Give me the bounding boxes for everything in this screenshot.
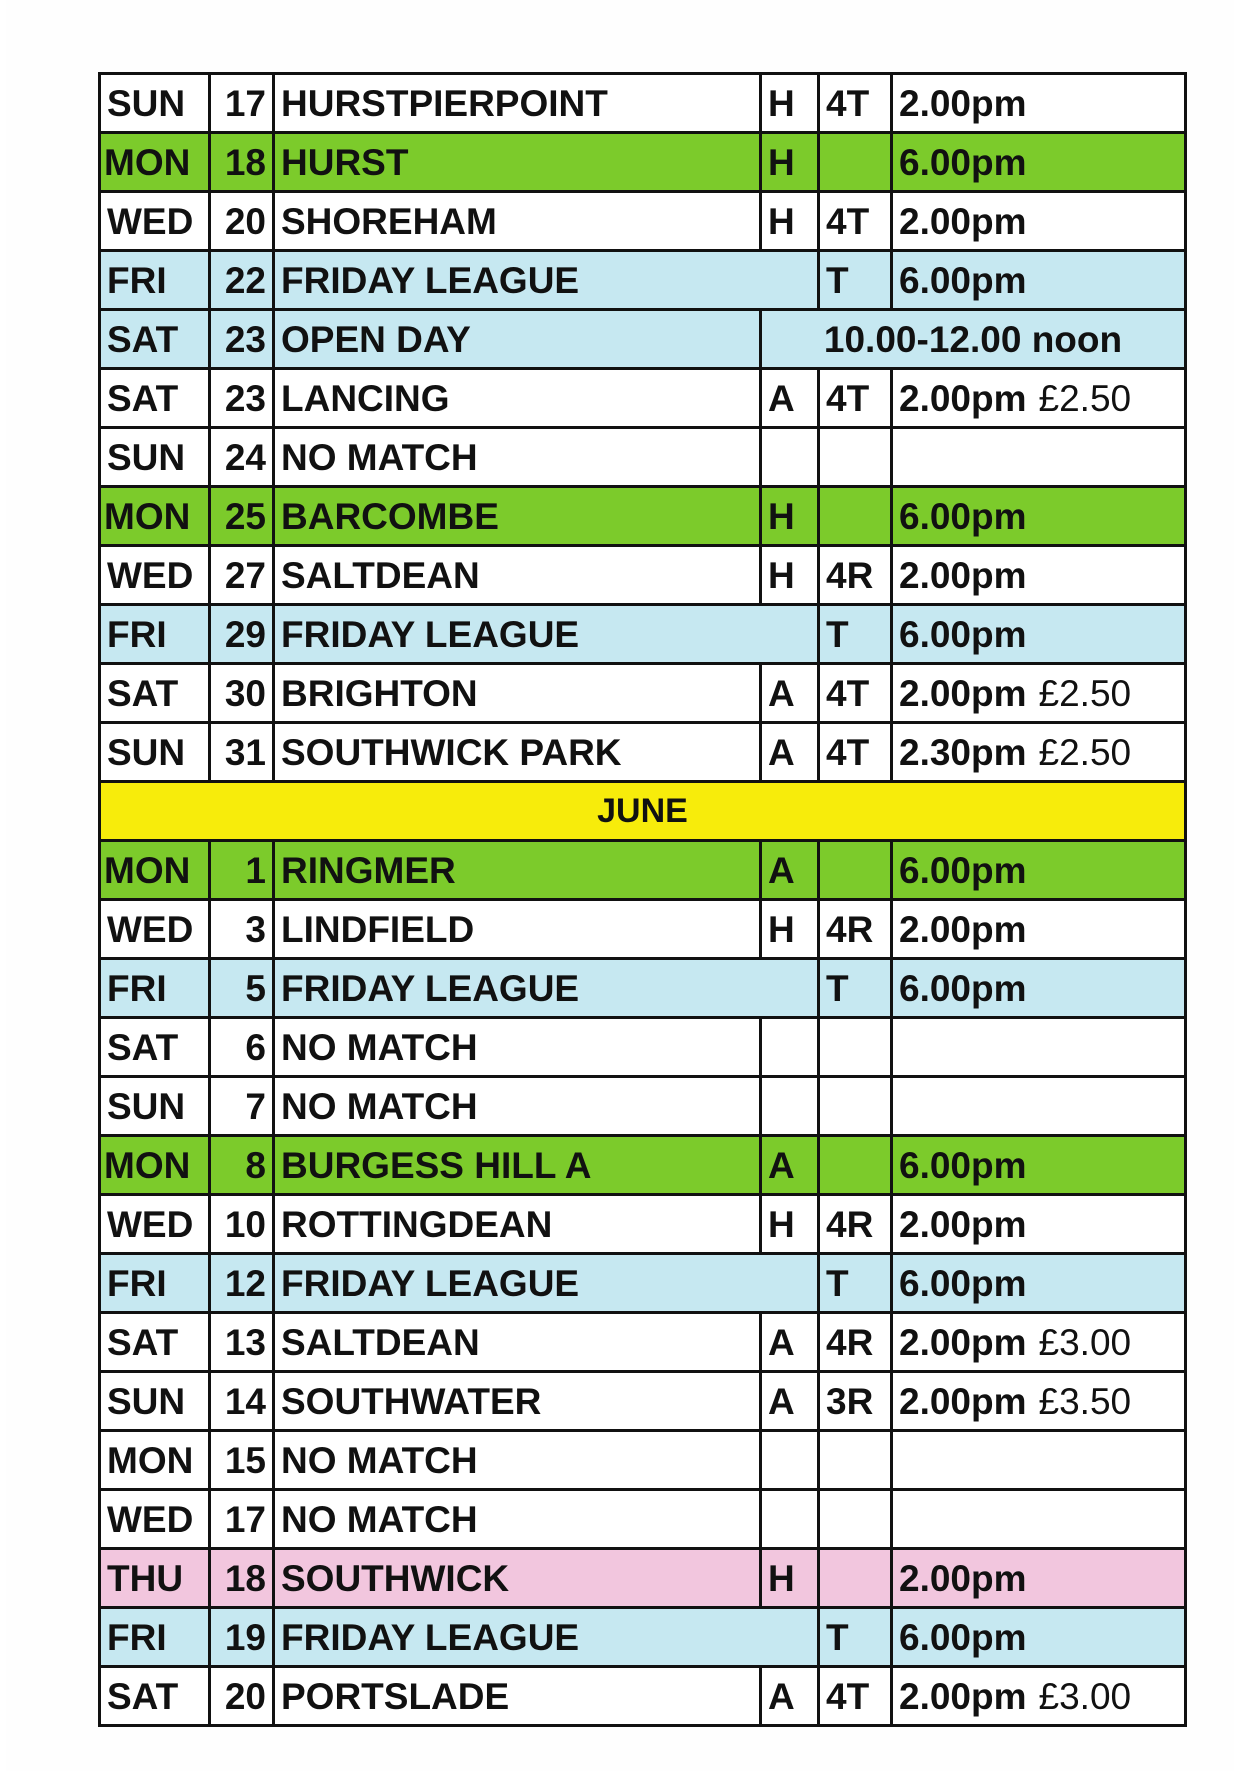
fixture-row <box>100 74 1186 133</box>
match-fee: £3.50 <box>1038 1380 1132 1422</box>
cell-opponent: SALTDEAN <box>274 1313 761 1372</box>
fixture-sheet <box>6 0 1234 1771</box>
cell-time <box>892 723 1186 782</box>
cell-date: 17 <box>210 74 274 133</box>
cell-time: 6.00pm <box>892 251 1186 310</box>
fixture-row <box>100 900 1186 959</box>
cell-time: 6.00pm <box>892 1254 1186 1313</box>
fixture-row <box>100 251 1186 310</box>
cell-date: 18 <box>210 1549 274 1608</box>
fixture-row <box>100 1077 1186 1136</box>
kickoff-time: 6.00pm <box>899 849 1027 891</box>
cell-venue: A <box>761 723 819 782</box>
cell-opponent: NO MATCH <box>274 428 761 487</box>
cell-time: 6.00pm <box>892 959 1186 1018</box>
cell-day: MON <box>100 133 210 192</box>
cell-team <box>819 841 892 900</box>
cell-day: SUN <box>100 1372 210 1431</box>
cell-day: FRI <box>100 251 210 310</box>
kickoff-time: 2.00pm <box>899 1675 1027 1717</box>
cell-day: SAT <box>100 310 210 369</box>
fixture-row <box>100 133 1186 192</box>
fixture-row <box>100 1313 1186 1372</box>
cell-day: MON <box>100 1431 210 1490</box>
cell-day: SUN <box>100 1077 210 1136</box>
fixture-row <box>100 1431 1186 1490</box>
cell-opponent: FRIDAY LEAGUE <box>274 1254 819 1313</box>
cell-date: 31 <box>210 723 274 782</box>
cell-day: FRI <box>100 1254 210 1313</box>
cell-opponent: HURSTPIERPOINT <box>274 74 761 133</box>
cell-day: MON <box>100 487 210 546</box>
cell-date: 20 <box>210 1667 274 1726</box>
fixture-row <box>100 841 1186 900</box>
cell-venue: A <box>761 369 819 428</box>
match-fee: £2.50 <box>1038 377 1132 419</box>
cell-date: 14 <box>210 1372 274 1431</box>
cell-time <box>892 1077 1186 1136</box>
cell-opponent: FRIDAY LEAGUE <box>274 251 819 310</box>
cell-date: 13 <box>210 1313 274 1372</box>
cell-day: THU <box>100 1549 210 1608</box>
cell-team <box>819 1431 892 1490</box>
cell-time <box>892 1431 1186 1490</box>
cell-day: FRI <box>100 1608 210 1667</box>
cell-opponent: RINGMER <box>274 841 761 900</box>
cell-day: SAT <box>100 369 210 428</box>
cell-team: 4T <box>819 723 892 782</box>
fixture-row <box>100 664 1186 723</box>
cell-time <box>892 428 1186 487</box>
cell-team <box>819 428 892 487</box>
cell-date: 7 <box>210 1077 274 1136</box>
cell-day: WED <box>100 900 210 959</box>
cell-venue <box>761 1490 819 1549</box>
cell-team: 4T <box>819 74 892 133</box>
fixture-row <box>100 546 1186 605</box>
cell-time <box>892 1018 1186 1077</box>
cell-date: 25 <box>210 487 274 546</box>
cell-venue <box>761 1431 819 1490</box>
cell-opponent: HURST <box>274 133 761 192</box>
fixture-row <box>100 310 1186 369</box>
cell-time <box>892 487 1186 546</box>
cell-date: 3 <box>210 900 274 959</box>
cell-venue <box>761 1018 819 1077</box>
cell-date: 27 <box>210 546 274 605</box>
cell-day: FRI <box>100 605 210 664</box>
cell-day: SUN <box>100 74 210 133</box>
cell-venue: H <box>761 1195 819 1254</box>
fixture-row <box>100 192 1186 251</box>
cell-venue <box>761 1077 819 1136</box>
cell-team: T <box>819 605 892 664</box>
fixture-row <box>100 1018 1186 1077</box>
cell-opponent: FRIDAY LEAGUE <box>274 605 819 664</box>
kickoff-time: 2.00pm <box>899 672 1027 714</box>
cell-date: 19 <box>210 1608 274 1667</box>
cell-date: 20 <box>210 192 274 251</box>
cell-venue: H <box>761 133 819 192</box>
cell-day: SUN <box>100 723 210 782</box>
cell-time <box>892 546 1186 605</box>
cell-team <box>819 1490 892 1549</box>
cell-date: 29 <box>210 605 274 664</box>
cell-team <box>819 1549 892 1608</box>
cell-venue: H <box>761 900 819 959</box>
cell-venue: A <box>761 1136 819 1195</box>
cell-team: T <box>819 1254 892 1313</box>
fixture-row <box>100 1549 1186 1608</box>
kickoff-time: 2.00pm <box>899 554 1027 596</box>
cell-opponent: LANCING <box>274 369 761 428</box>
cell-day: FRI <box>100 959 210 1018</box>
cell-date: 24 <box>210 428 274 487</box>
cell-time <box>892 133 1186 192</box>
cell-opponent: SOUTHWATER <box>274 1372 761 1431</box>
cell-team: 4R <box>819 1195 892 1254</box>
cell-opponent: ROTTINGDEAN <box>274 1195 761 1254</box>
cell-team <box>819 1136 892 1195</box>
kickoff-time: 2.00pm <box>899 908 1027 950</box>
fixture-row <box>100 1136 1186 1195</box>
cell-time <box>892 1136 1186 1195</box>
cell-time <box>892 1313 1186 1372</box>
kickoff-time: 2.00pm <box>899 377 1027 419</box>
cell-team <box>819 133 892 192</box>
cell-time: 6.00pm <box>892 1608 1186 1667</box>
kickoff-time: 2.00pm <box>899 200 1027 242</box>
cell-opponent: BRIGHTON <box>274 664 761 723</box>
cell-team: 4T <box>819 1667 892 1726</box>
cell-team: 4T <box>819 192 892 251</box>
fixture-row <box>100 487 1186 546</box>
match-fee: £3.00 <box>1038 1321 1132 1363</box>
cell-team <box>819 1018 892 1077</box>
cell-month: JUNE <box>100 782 1186 841</box>
cell-team <box>819 1077 892 1136</box>
fixture-row <box>100 428 1186 487</box>
cell-opponent: LINDFIELD <box>274 900 761 959</box>
cell-time <box>892 1372 1186 1431</box>
cell-venue <box>761 428 819 487</box>
cell-date: 23 <box>210 310 274 369</box>
cell-team: 4T <box>819 369 892 428</box>
fixture-table <box>98 72 1187 1727</box>
kickoff-time: 2.00pm <box>899 82 1027 124</box>
cell-opponent: SALTDEAN <box>274 546 761 605</box>
cell-venue: A <box>761 1667 819 1726</box>
cell-team: 4R <box>819 900 892 959</box>
cell-venue: A <box>761 1313 819 1372</box>
fixture-row <box>100 1254 1186 1313</box>
cell-opponent: SOUTHWICK PARK <box>274 723 761 782</box>
kickoff-time: 2.00pm <box>899 1380 1027 1422</box>
cell-opponent: NO MATCH <box>274 1490 761 1549</box>
fixture-row <box>100 1195 1186 1254</box>
cell-day: SAT <box>100 1018 210 1077</box>
fixture-row <box>100 605 1186 664</box>
cell-team: 4T <box>819 664 892 723</box>
kickoff-time: 2.00pm <box>899 1557 1027 1599</box>
kickoff-time: 2.30pm <box>899 731 1027 773</box>
cell-opponent: NO MATCH <box>274 1077 761 1136</box>
cell-day: SAT <box>100 1667 210 1726</box>
cell-time <box>892 1549 1186 1608</box>
cell-day: MON <box>100 1136 210 1195</box>
cell-date: 23 <box>210 369 274 428</box>
cell-day: MON <box>100 841 210 900</box>
cell-venue: H <box>761 74 819 133</box>
cell-venue: H <box>761 487 819 546</box>
cell-time: 6.00pm <box>892 605 1186 664</box>
fixture-row <box>100 1372 1186 1431</box>
cell-day: WED <box>100 1195 210 1254</box>
cell-venue: A <box>761 1372 819 1431</box>
cell-day: SAT <box>100 1313 210 1372</box>
cell-team: T <box>819 959 892 1018</box>
cell-opponent: PORTSLADE <box>274 1667 761 1726</box>
fixture-table-body <box>100 74 1186 1726</box>
kickoff-time: 2.00pm <box>899 1321 1027 1363</box>
cell-opponent: FRIDAY LEAGUE <box>274 1608 819 1667</box>
month-banner <box>100 782 1186 841</box>
match-fee: £2.50 <box>1038 672 1132 714</box>
cell-team <box>819 487 892 546</box>
fixture-row <box>100 369 1186 428</box>
cell-team: 3R <box>819 1372 892 1431</box>
cell-day: SAT <box>100 664 210 723</box>
cell-opponent: SOUTHWICK <box>274 1549 761 1608</box>
cell-date: 6 <box>210 1018 274 1077</box>
cell-time <box>892 841 1186 900</box>
fixture-row <box>100 723 1186 782</box>
cell-day: WED <box>100 546 210 605</box>
cell-venue: A <box>761 841 819 900</box>
cell-date: 22 <box>210 251 274 310</box>
cell-date: 17 <box>210 1490 274 1549</box>
match-fee: £2.50 <box>1038 731 1132 773</box>
cell-time <box>892 74 1186 133</box>
cell-time <box>892 192 1186 251</box>
fixture-row <box>100 1608 1186 1667</box>
kickoff-time: 6.00pm <box>899 495 1027 537</box>
cell-team: T <box>819 251 892 310</box>
cell-date: 10 <box>210 1195 274 1254</box>
cell-opponent: FRIDAY LEAGUE <box>274 959 819 1018</box>
cell-venue: A <box>761 664 819 723</box>
cell-opponent: NO MATCH <box>274 1018 761 1077</box>
cell-venue: H <box>761 546 819 605</box>
cell-venue: H <box>761 1549 819 1608</box>
cell-team: 4R <box>819 546 892 605</box>
cell-time <box>892 1490 1186 1549</box>
kickoff-time: 6.00pm <box>899 1144 1027 1186</box>
cell-date: 5 <box>210 959 274 1018</box>
cell-team: T <box>819 1608 892 1667</box>
cell-opponent: BARCOMBE <box>274 487 761 546</box>
fixture-row <box>100 1490 1186 1549</box>
cell-venue: H <box>761 192 819 251</box>
cell-day: WED <box>100 1490 210 1549</box>
fixture-row <box>100 1667 1186 1726</box>
cell-date: 15 <box>210 1431 274 1490</box>
cell-date: 12 <box>210 1254 274 1313</box>
fixture-row <box>100 959 1186 1018</box>
cell-time <box>892 664 1186 723</box>
cell-date: 30 <box>210 664 274 723</box>
cell-day: SUN <box>100 428 210 487</box>
cell-date: 8 <box>210 1136 274 1195</box>
cell-opponent: NO MATCH <box>274 1431 761 1490</box>
kickoff-time: 2.00pm <box>899 1203 1027 1245</box>
kickoff-time: 6.00pm <box>899 141 1027 183</box>
cell-date: 18 <box>210 133 274 192</box>
cell-day: WED <box>100 192 210 251</box>
cell-opponent: OPEN DAY <box>274 310 761 369</box>
cell-opponent: SHOREHAM <box>274 192 761 251</box>
cell-time <box>892 1667 1186 1726</box>
cell-time: 10.00-12.00 noon <box>761 310 1186 369</box>
cell-time <box>892 369 1186 428</box>
cell-opponent: BURGESS HILL A <box>274 1136 761 1195</box>
cell-team: 4R <box>819 1313 892 1372</box>
cell-time <box>892 900 1186 959</box>
cell-date: 1 <box>210 841 274 900</box>
cell-time <box>892 1195 1186 1254</box>
match-fee: £3.00 <box>1038 1675 1132 1717</box>
